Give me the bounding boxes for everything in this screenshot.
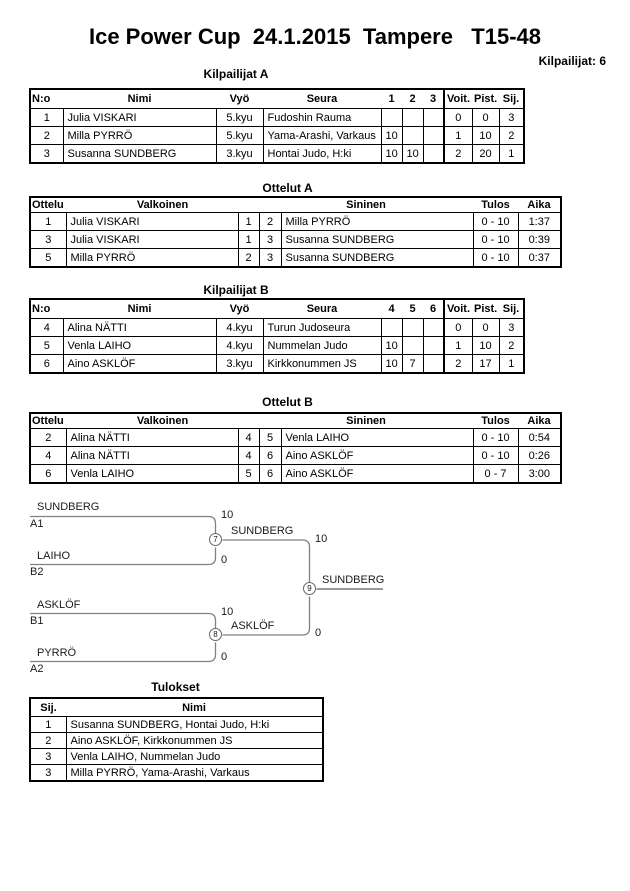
bracket-semi1-top-score: 10 <box>221 509 234 521</box>
cell-voit: 0 <box>444 319 472 337</box>
col-header-seura: Seura <box>263 89 381 109</box>
section-heading-ottelut-a: Ottelut A <box>262 181 313 195</box>
section-heading-kilpailijat-a: Kilpailijat A <box>203 67 269 81</box>
bracket-semi2-bottom-name: PYRRÖ <box>37 647 77 659</box>
cell-tulos: 0 - 10 <box>473 447 518 465</box>
cell-nimi: Milla PYRRÖ, Yama-Arashi, Varkaus <box>66 765 323 782</box>
section-heading-ottelut-b: Ottelut B <box>262 395 313 409</box>
col-header-valkoinen: Valkoinen <box>66 413 259 429</box>
bracket-semi1-bottom-seed: B2 <box>30 566 44 578</box>
cell-match-no: 2 <box>30 429 66 447</box>
cell-voit: 1 <box>444 127 472 145</box>
cell-white-name: Alina NÄTTI <box>66 447 238 465</box>
tulokset-table <box>29 697 324 782</box>
bracket-semi1-winner-name: SUNDBERG <box>231 525 294 537</box>
bracket-match-9-number: 9 <box>303 582 316 595</box>
cell-aika: 0:37 <box>518 249 561 268</box>
col-header-nimi: Nimi <box>66 698 323 717</box>
cell-match-1: 10 <box>381 145 402 164</box>
cell-blue-no: 3 <box>259 249 281 268</box>
competitor-row <box>30 337 524 355</box>
col-header-sij: Sij. <box>499 89 524 109</box>
col-header-ottelu: Ottelu <box>30 413 66 429</box>
col-header-tulos: Tulos <box>473 197 518 213</box>
cell-blue-name: Aino ASKLÖF <box>281 447 473 465</box>
cell-match-no: 4 <box>30 447 66 465</box>
cell-seura: Yama-Arashi, Varkaus <box>263 127 381 145</box>
col-header-nimi: Nimi <box>63 89 216 109</box>
competitor-row <box>30 109 524 127</box>
cell-blue-no: 2 <box>259 213 281 231</box>
match-row <box>30 447 561 465</box>
cell-match-no: 1 <box>30 213 66 231</box>
cell-match-1: 10 <box>381 127 402 145</box>
cell-sij: 2 <box>499 337 524 355</box>
col-header-aika: Aika <box>518 413 561 429</box>
cell-match-4: 10 <box>381 355 402 374</box>
ottelut-a-table <box>29 196 562 268</box>
cell-voit: 0 <box>444 109 472 127</box>
cell-match-5 <box>402 337 423 355</box>
cell-voit: 1 <box>444 337 472 355</box>
kilpailijat-b-table <box>29 298 525 374</box>
cell-vyo: 3.kyu <box>216 145 263 164</box>
cell-sij: 1 <box>499 145 524 164</box>
cell-no: 4 <box>30 319 63 337</box>
cell-match-5 <box>402 319 423 337</box>
cell-sij: 2 <box>499 127 524 145</box>
cell-match-4 <box>381 319 402 337</box>
col-header-match-3: 3 <box>423 89 444 109</box>
page-title: Ice Power Cup 24.1.2015 Tampere T15-48 <box>88 24 542 49</box>
cell-white-name: Julia VISKARI <box>66 213 238 231</box>
bracket-match-7-number: 7 <box>209 533 222 546</box>
bracket-match-8-number: 8 <box>209 628 222 641</box>
cell-sij: 1 <box>499 355 524 374</box>
competitor-row <box>30 355 524 374</box>
cell-white-no: 2 <box>238 249 259 268</box>
cell-voit: 2 <box>444 145 472 164</box>
cell-white-name: Julia VISKARI <box>66 231 238 249</box>
col-header-sij: Sij. <box>499 299 524 319</box>
col-header-no: N:o <box>30 299 63 319</box>
ottelut-b-table <box>29 412 562 484</box>
cell-no: 3 <box>30 145 63 164</box>
cell-aika: 1:37 <box>518 213 561 231</box>
cell-voit: 2 <box>444 355 472 374</box>
col-header-sininen: Sininen <box>259 413 473 429</box>
cell-pist: 0 <box>472 319 499 337</box>
cell-seura: Hontai Judo, H:ki <box>263 145 381 164</box>
cell-vyo: 3.kyu <box>216 355 263 374</box>
cell-nimi: Aino ASKLÖF, Kirkkonummen JS <box>66 733 323 749</box>
cell-aika: 0:54 <box>518 429 561 447</box>
col-header-match-1: 1 <box>381 89 402 109</box>
match-row <box>30 249 561 268</box>
match-row <box>30 213 561 231</box>
cell-pist: 10 <box>472 127 499 145</box>
cell-nimi: Susanna SUNDBERG, Hontai Judo, H:ki <box>66 717 323 733</box>
cell-sij: 1 <box>30 717 66 733</box>
bracket-semi1-winner-line <box>223 540 310 582</box>
bracket-semi2-winner-score: 0 <box>315 627 322 639</box>
cell-aika: 0:39 <box>518 231 561 249</box>
cell-nimi: Aino ASKLÖF <box>63 355 216 374</box>
cell-match-6 <box>423 337 444 355</box>
cell-match-1 <box>381 109 402 127</box>
col-header-match-5: 5 <box>402 299 423 319</box>
competitor-row <box>30 127 524 145</box>
cell-match-2 <box>402 127 423 145</box>
cell-blue-name: Susanna SUNDBERG <box>281 231 473 249</box>
col-header-nimi: Nimi <box>63 299 216 319</box>
cell-sij: 3 <box>30 749 66 765</box>
cell-blue-name: Venla LAIHO <box>281 429 473 447</box>
cell-blue-no: 6 <box>259 447 281 465</box>
cell-match-3 <box>423 127 444 145</box>
cell-sij: 3 <box>499 109 524 127</box>
competitor-row <box>30 319 524 337</box>
participants-count: Kilpailijat: 6 <box>538 54 606 68</box>
cell-match-3 <box>423 109 444 127</box>
col-header-no: N:o <box>30 89 63 109</box>
section-heading-kilpailijat-b: Kilpailijat B <box>203 283 269 297</box>
cell-aika: 0:26 <box>518 447 561 465</box>
cell-no: 5 <box>30 337 63 355</box>
cell-match-2 <box>402 109 423 127</box>
cell-pist: 0 <box>472 109 499 127</box>
bracket-final-winner-name: SUNDBERG <box>322 574 385 586</box>
bracket-semi2-top-line <box>30 614 216 629</box>
cell-match-2: 10 <box>402 145 423 164</box>
cell-match-6 <box>423 355 444 374</box>
cell-white-no: 5 <box>238 465 259 484</box>
bracket-semi1-bottom-name: LAIHO <box>37 550 71 562</box>
bracket-semi1-top-seed: A1 <box>30 518 44 530</box>
result-row <box>30 765 323 782</box>
cell-pist: 17 <box>472 355 499 374</box>
cell-nimi: Julia VISKARI <box>63 109 216 127</box>
table-header-row <box>30 413 561 429</box>
cell-blue-name: Aino ASKLÖF <box>281 465 473 484</box>
cell-tulos: 0 - 10 <box>473 249 518 268</box>
table-header-row <box>30 89 524 109</box>
col-header-pist: Pist. <box>472 299 499 319</box>
cell-white-no: 1 <box>238 231 259 249</box>
competitor-row <box>30 145 524 164</box>
cell-white-name: Alina NÄTTI <box>66 429 238 447</box>
bracket-semi2-bottom-seed: A2 <box>30 663 44 675</box>
col-header-valkoinen: Valkoinen <box>66 197 259 213</box>
col-header-match-6: 6 <box>423 299 444 319</box>
cell-no: 6 <box>30 355 63 374</box>
cell-white-no: 1 <box>238 213 259 231</box>
col-header-match-4: 4 <box>381 299 402 319</box>
result-row <box>30 733 323 749</box>
col-header-aika: Aika <box>518 197 561 213</box>
col-header-voit: Voit. <box>444 89 472 109</box>
cell-white-name: Venla LAIHO <box>66 465 238 484</box>
bracket-semi2-top-seed: B1 <box>30 615 44 627</box>
col-header-seura: Seura <box>263 299 381 319</box>
cell-no: 2 <box>30 127 63 145</box>
cell-blue-name: Susanna SUNDBERG <box>281 249 473 268</box>
cell-pist: 20 <box>472 145 499 164</box>
section-heading-tulokset: Tulokset <box>151 680 200 694</box>
table-header-row <box>30 698 323 717</box>
cell-tulos: 0 - 10 <box>473 429 518 447</box>
cell-sij: 2 <box>30 733 66 749</box>
col-header-sininen: Sininen <box>259 197 473 213</box>
match-row <box>30 465 561 484</box>
cell-match-4: 10 <box>381 337 402 355</box>
cell-no: 1 <box>30 109 63 127</box>
cell-match-3 <box>423 145 444 164</box>
cell-blue-no: 3 <box>259 231 281 249</box>
cell-tulos: 0 - 10 <box>473 213 518 231</box>
cell-pist: 10 <box>472 337 499 355</box>
cell-tulos: 0 - 7 <box>473 465 518 484</box>
cell-white-no: 4 <box>238 429 259 447</box>
col-header-vyo: Vyö <box>216 299 263 319</box>
cell-white-name: Milla PYRRÖ <box>66 249 238 268</box>
col-header-match-2: 2 <box>402 89 423 109</box>
cell-nimi: Venla LAIHO <box>63 337 216 355</box>
match-row <box>30 231 561 249</box>
bracket-semi2-top-score: 10 <box>221 606 234 618</box>
cell-nimi: Susanna SUNDBERG <box>63 145 216 164</box>
col-header-vyo: Vyö <box>216 89 263 109</box>
cell-tulos: 0 - 10 <box>473 231 518 249</box>
table-header-row <box>30 197 561 213</box>
cell-seura: Fudoshin Rauma <box>263 109 381 127</box>
match-row <box>30 429 561 447</box>
col-header-pist: Pist. <box>472 89 499 109</box>
table-header-row <box>30 299 524 319</box>
cell-aika: 3:00 <box>518 465 561 484</box>
col-header-voit: Voit. <box>444 299 472 319</box>
bracket-semi2-bottom-score: 0 <box>221 651 228 663</box>
cell-nimi: Alina NÄTTI <box>63 319 216 337</box>
result-row <box>30 717 323 733</box>
cell-nimi: Venla LAIHO, Nummelan Judo <box>66 749 323 765</box>
bracket-semi1-top-name: SUNDBERG <box>37 501 100 513</box>
result-row <box>30 749 323 765</box>
cell-vyo: 4.kyu <box>216 337 263 355</box>
bracket-semi1-winner-score: 10 <box>315 533 328 545</box>
kilpailijat-a-table <box>29 88 525 164</box>
cell-white-no: 4 <box>238 447 259 465</box>
cell-seura: Nummelan Judo <box>263 337 381 355</box>
cell-vyo: 5.kyu <box>216 127 263 145</box>
bracket-semi1-top-line <box>30 517 216 534</box>
cell-nimi: Milla PYRRÖ <box>63 127 216 145</box>
cell-blue-no: 5 <box>259 429 281 447</box>
cell-match-no: 6 <box>30 465 66 484</box>
cell-match-no: 3 <box>30 231 66 249</box>
col-header-sij: Sij. <box>30 698 66 717</box>
cell-blue-name: Milla PYRRÖ <box>281 213 473 231</box>
cell-match-6 <box>423 319 444 337</box>
cell-sij: 3 <box>30 765 66 782</box>
cell-sij: 3 <box>499 319 524 337</box>
col-header-tulos: Tulos <box>473 413 518 429</box>
cell-match-5: 7 <box>402 355 423 374</box>
cell-vyo: 5.kyu <box>216 109 263 127</box>
bracket-semi1-bottom-score: 0 <box>221 554 228 566</box>
cell-seura: Turun Judoseura <box>263 319 381 337</box>
bracket-semi2-winner-name: ASKLÖF <box>231 620 275 632</box>
cell-vyo: 4.kyu <box>216 319 263 337</box>
cell-seura: Kirkkonummen JS <box>263 355 381 374</box>
cell-match-no: 5 <box>30 249 66 268</box>
col-header-ottelu: Ottelu <box>30 197 66 213</box>
bracket-semi2-top-name: ASKLÖF <box>37 599 81 611</box>
cell-blue-no: 6 <box>259 465 281 484</box>
